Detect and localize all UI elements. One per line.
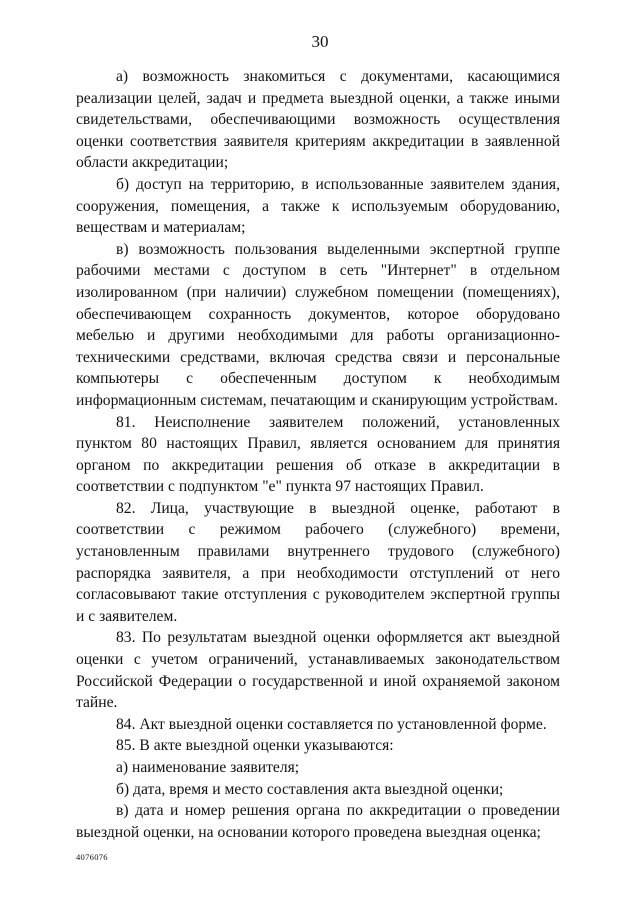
paragraph-item-85-b: б) дата, время и место составления акта выездной оценки; xyxy=(116,780,504,798)
paragraph-item-85-v: в) дата и номер решения органа по аккредитации о проведении выездной оценки, на основании которого проведена выездная оценка; xyxy=(76,802,560,841)
page-number: 30 xyxy=(311,32,329,51)
paragraph-subitem-a-documents: а) возможность знакомиться с документами, касающимися реализации целей, задач и предмета выездной оценки, а также иными свидетельствами, обеспечивающими возможность осуществления оценки соответствия заявителя критериям аккредитации в заявленной области аккредитации; xyxy=(76,68,560,172)
document-body xyxy=(76,66,560,843)
footer-document-code: 4076076 xyxy=(76,852,108,862)
paragraph-item-82: 82. Лица, участвующие в выездной оценке, работают в соответствии с режимом рабочего (служебного) времени, установленным правилами внутреннего трудового (служебного) распорядка заявителя, а при необходимости отступлений от него согласовывают такие отступления с руководителем экспертной группы и с заявителем. xyxy=(76,499,560,625)
paragraph-item-84: 84. Акт выездной оценки составляется по установленной форме. xyxy=(116,715,547,733)
paragraph-item-81: 81. Неисполнение заявителем положений, установленных пунктом 80 настоящих Правил, является основанием для принятия органом по аккредитации решения об отказе в аккредитации в соответствии с подпунктом "е" пункта 97 настоящих Правил. xyxy=(76,413,560,496)
paragraph-item-83: 83. По результатам выездной оценки оформляется акт выездной оценки с учетом ограничений, устанавливаемых законодательством Российской Федерации о государственной и иной охраняемой законом тайне. xyxy=(76,629,560,712)
paragraph-item-85-a: а) наименование заявителя; xyxy=(116,759,300,776)
paragraph-subitem-v-workplaces: в) возможность пользования выделенными экспертной группе рабочими местами с доступом в сеть "Интернет" в отдельном изолированном (при наличии) служебном помещении (помещениях), обеспечивающем сохранность документов, которое оборудовано мебелью и другими необходимыми для работы организационно-техническими средствами, включая средства связи и персональные компьютеры с обеспеченным доступом к необходимым информационным системам, печатающим и сканирующим устройствам. xyxy=(76,240,560,409)
paragraph-item-85: 85. В акте выездной оценки указываются: xyxy=(116,737,394,755)
paragraph-subitem-b-territory: б) доступ на территорию, в использованные заявителем здания, сооружения, помещения, а также к используемым оборудованию, веществам и материалам; xyxy=(76,175,560,237)
